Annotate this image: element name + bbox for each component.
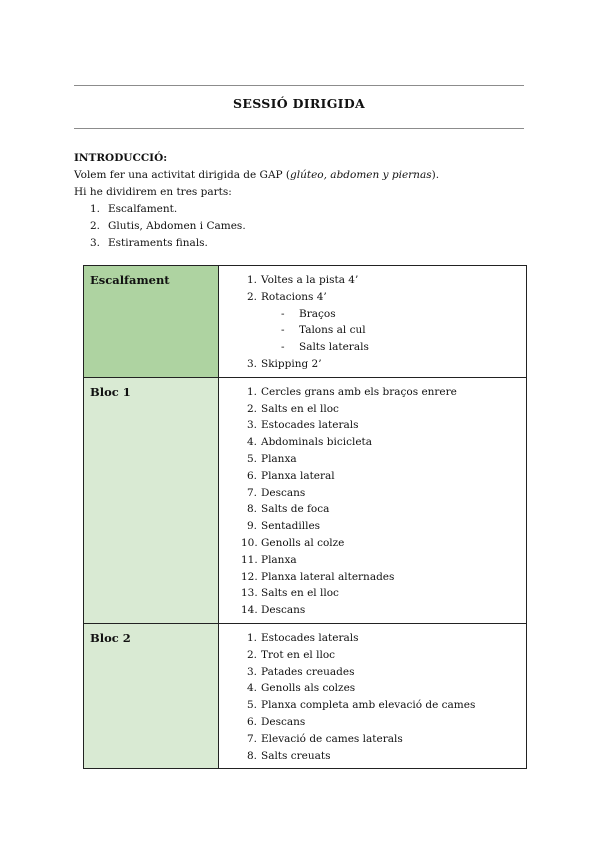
list-text: Planxa lateral alternades — [261, 570, 395, 583]
table-row-bloc-1 — [84, 377, 527, 623]
exercise-list — [241, 630, 522, 764]
sub-list-item — [241, 339, 522, 356]
session-table — [83, 265, 527, 769]
list-text: Estocades laterals — [261, 419, 359, 432]
list-text: Trot en el lloc — [261, 648, 336, 661]
sub-list-item — [241, 322, 522, 339]
list-number: 10. — [241, 536, 258, 549]
list-text: Planxa — [261, 553, 297, 566]
intro-line-1-end: ). — [431, 169, 440, 181]
list-text: Salts creuats — [261, 749, 331, 762]
list-number: 3. — [246, 357, 257, 370]
list-text: Salts en el lloc — [261, 587, 339, 600]
block-label-escalfament: Escalfament — [84, 266, 219, 378]
top-divider — [74, 85, 524, 86]
list-number: 7. — [246, 732, 257, 745]
list-item — [241, 748, 522, 765]
list-number: 2. — [246, 648, 257, 661]
list-text: Estocades laterals — [261, 631, 359, 644]
list-text: Salts laterals — [299, 341, 369, 354]
list-item — [241, 714, 522, 731]
list-number: 11. — [241, 553, 258, 566]
list-item — [241, 356, 522, 373]
list-number: 1. — [246, 274, 257, 286]
list-item — [241, 289, 522, 306]
block-items-bloc-1 — [219, 377, 527, 623]
list-item — [241, 664, 522, 681]
list-item — [241, 272, 522, 289]
list-number: 2. — [246, 402, 257, 415]
list-text: Planxa completa amb elevació de cames — [261, 699, 476, 712]
list-dash: - — [281, 324, 285, 337]
block-items-escalfament — [219, 266, 527, 378]
block-label-bloc-1: Bloc 1 — [84, 377, 219, 623]
intro-line-1-start: Volem fer una activitat dirigida de GAP ( — [74, 169, 291, 181]
list-item — [241, 552, 522, 569]
list-text: Voltes a la pista 4’ — [261, 274, 359, 286]
list-number: 12. — [241, 570, 258, 583]
list-item — [241, 468, 522, 485]
list-text: Salts en el lloc — [261, 402, 339, 415]
parts-list — [74, 201, 534, 252]
list-item — [241, 384, 522, 401]
list-item — [241, 434, 522, 451]
list-item — [241, 535, 522, 552]
table-row-escalfament — [84, 266, 527, 378]
list-number: 4. — [246, 682, 257, 695]
list-number: 8. — [246, 503, 257, 516]
list-number: 1. — [246, 631, 257, 644]
list-item — [241, 485, 522, 502]
list-dash: - — [281, 307, 285, 320]
list-item — [241, 569, 522, 586]
list-text: Genolls als colzes — [261, 682, 356, 695]
intro-line-1-italic: glúteo, abdomen y piernas — [290, 169, 432, 181]
list-text: Glutis, Abdomen i Cames. — [108, 220, 246, 232]
list-number: 14. — [241, 604, 258, 617]
exercise-list — [241, 272, 522, 373]
list-item — [241, 602, 522, 619]
list-text: Sentadilles — [261, 520, 321, 533]
list-item — [241, 401, 522, 418]
list-number: 9. — [246, 520, 257, 533]
list-number: 13. — [241, 587, 258, 600]
list-number: 5. — [246, 699, 257, 712]
intro-line-1 — [74, 167, 534, 184]
list-item — [241, 630, 522, 647]
list-text: Genolls al colze — [261, 536, 345, 549]
introduction-section — [74, 150, 534, 252]
list-text: Elevació de cames laterals — [261, 732, 403, 745]
block-label-bloc-2: Bloc 2 — [84, 623, 219, 768]
list-text: Rotacions 4’ — [261, 290, 327, 303]
list-item — [241, 731, 522, 748]
list-item — [241, 680, 522, 697]
list-text: Patades creuades — [261, 665, 355, 678]
list-text: Cercles grans amb els braços enrere — [261, 385, 457, 398]
list-text: Abdominals bicicleta — [261, 436, 373, 449]
list-number: 2. — [246, 290, 257, 303]
list-number: 7. — [246, 486, 257, 499]
list-item — [241, 501, 522, 518]
list-text: Salts de foca — [261, 503, 330, 516]
list-text: Planxa — [261, 452, 297, 465]
list-item — [74, 235, 534, 252]
list-item — [241, 417, 522, 434]
list-item — [74, 218, 534, 235]
list-item — [241, 585, 522, 602]
list-item — [74, 201, 534, 218]
list-text: Planxa lateral — [261, 469, 335, 482]
list-item — [241, 647, 522, 664]
sub-list-item — [241, 306, 522, 323]
list-text: Descans — [261, 715, 306, 728]
list-number: 3. — [90, 237, 101, 249]
list-number: 1. — [90, 203, 101, 215]
list-item — [241, 518, 522, 535]
list-text: Skipping 2’ — [261, 357, 322, 370]
list-dash: - — [281, 341, 285, 354]
list-text: Braços — [299, 307, 336, 320]
list-item — [241, 697, 522, 714]
list-number: 3. — [246, 665, 257, 678]
intro-line-2: Hi he dividirem en tres parts: — [74, 186, 232, 198]
list-text: Talons al cul — [299, 324, 366, 337]
list-text: Estiraments finals. — [108, 237, 208, 249]
bottom-divider — [74, 128, 524, 129]
block-items-bloc-2 — [219, 623, 527, 768]
list-item — [241, 451, 522, 468]
list-text: Escalfament. — [108, 203, 178, 215]
list-number: 3. — [246, 419, 257, 432]
page-title: SESSIÓ DIRIGIDA — [233, 96, 365, 111]
exercise-list — [241, 384, 522, 619]
list-number: 6. — [246, 715, 257, 728]
list-number: 2. — [90, 220, 101, 232]
list-number: 1. — [246, 385, 257, 398]
intro-heading: INTRODUCCIÓ: — [74, 152, 168, 164]
list-text: Descans — [261, 486, 306, 499]
table-row-bloc-2 — [84, 623, 527, 768]
list-number: 5. — [246, 452, 257, 465]
list-text: Descans — [261, 604, 306, 617]
list-number: 6. — [246, 469, 257, 482]
list-number: 8. — [246, 749, 257, 762]
list-number: 4. — [246, 436, 257, 449]
